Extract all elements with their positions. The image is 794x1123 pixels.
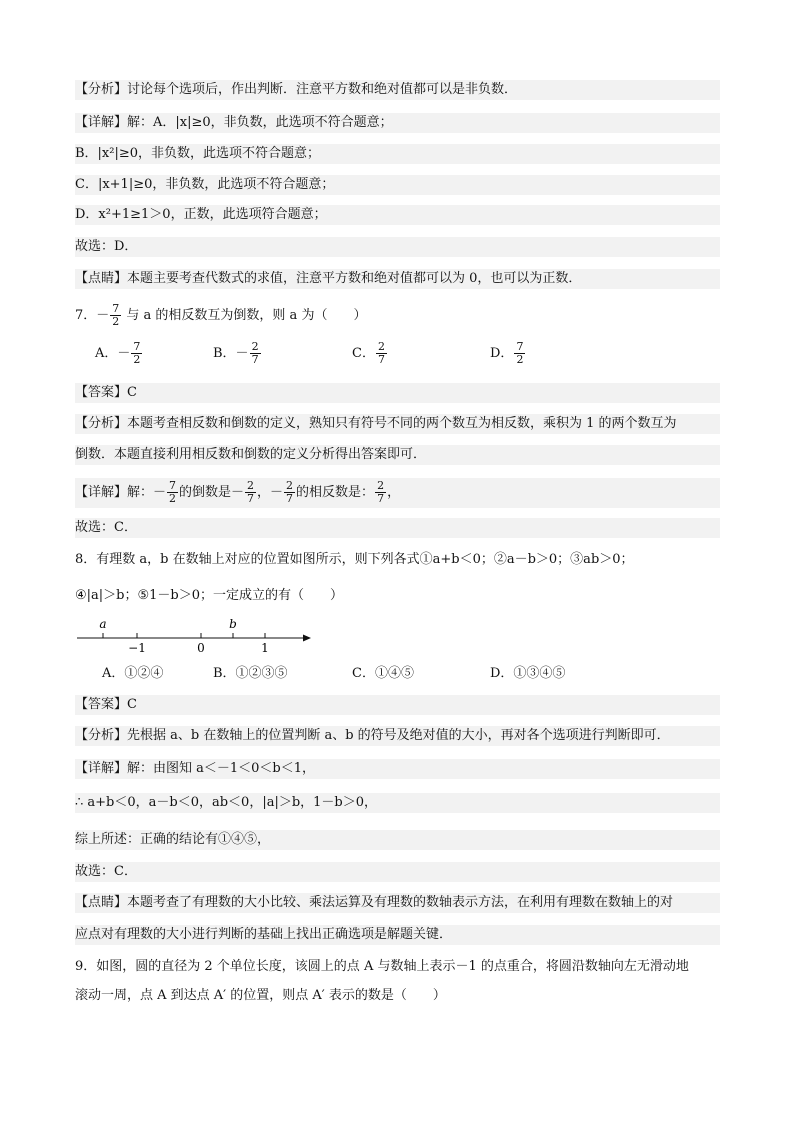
label-a: a xyxy=(99,617,107,631)
q8-choice: 故选：C． xyxy=(75,862,720,882)
q6-comment: 【点睛】本题主要考查代数式的求值，注意平方数和绝对值都可以为 0，也可以为正数． xyxy=(75,269,720,289)
q7-analysis-line2: 倒数．本题直接利用相反数和倒数的定义分析得出答案即可． xyxy=(75,445,720,465)
label-minus-one: −1 xyxy=(128,641,146,654)
q6-detail-c: C．|x+1|≥0，非负数，此选项不符合题意； xyxy=(75,175,720,195)
number-line xyxy=(75,616,315,654)
q9-stem-line2: 滚动一周，点 A 到达点 A′ 的位置，则点 A′ 表示的数是（ ） xyxy=(75,988,446,1003)
q6-detail-a: 【详解】解：A．|x|≥0，非负数，此选项不符合题意； xyxy=(75,113,720,133)
q6-analysis: 【分析】讨论每个选项后，作出判断．注意平方数和绝对值都可以是非负数． xyxy=(75,80,720,100)
q7-option-a: A．－ $\frac{7}{2}$ xyxy=(95,340,141,366)
q8-detail-line2: ∴ a+b＜0，a－b＜0，ab＜0，|a|＞b，1－b＞0， xyxy=(75,793,720,813)
q7-stem: 7．－ $\frac{7}{2}$ 与 a 的相反数互为倒数，则 a 为（ ） xyxy=(75,302,367,328)
q6-detail-d: D．x²+1≥1＞0，正数，此选项符合题意； xyxy=(75,205,720,225)
q8-option-a: A．①②④ xyxy=(102,666,164,681)
label-zero: 0 xyxy=(197,641,205,654)
q7-answer: 【答案】C xyxy=(75,383,720,403)
q8-detail-line1: 【详解】解：由图知 a＜－1＜0＜b＜1， xyxy=(75,759,720,779)
q7-option-b: B．－ $\frac{2}{7}$ xyxy=(213,340,259,366)
label-one: 1 xyxy=(261,641,269,654)
q7-analysis-line1: 【分析】本题考查相反数和倒数的定义，熟知只有符号不同的两个数互为相反数，乘积为 1 的两个数互为 xyxy=(75,414,720,434)
label-b: b xyxy=(229,617,237,631)
q8-option-c: C．①④⑤ xyxy=(352,666,414,681)
q7-option-c: C． $\frac{2}{7}$ xyxy=(352,340,385,366)
q7-detail: 【详解】解：－ $\frac{7}{2}$ 的倒数是－ $\frac{2}{7}$ ，－ $\frac{2}{7}$ 的相反数是： $\frac{2}{7}$ ， xyxy=(75,478,720,508)
q8-analysis: 【分析】先根据 a、b 在数轴上的位置判断 a、b 的符号及绝对值的大小，再对各个选项进行判断即可． xyxy=(75,726,720,746)
q7-choice: 故选：C． xyxy=(75,518,720,538)
q8-option-d: D．①③④⑤ xyxy=(490,666,566,681)
q8-comment-line2: 应点对有理数的大小进行判断的基础上找出正确选项是解题关键． xyxy=(75,925,720,945)
q8-comment-line1: 【点睛】本题考查了有理数的大小比较、乘法运算及有理数的数轴表示方法，在利用有理数在数轴上的对 xyxy=(75,893,720,913)
q8-summary: 综上所述：正确的结论有①④⑤， xyxy=(75,830,720,850)
q6-detail-b: B．|x²|≥0，非负数，此选项不符合题意； xyxy=(75,144,720,164)
q7-stem-fraction: $\frac{7}{2}$ xyxy=(112,302,120,328)
q9-stem-line1: 9．如图，圆的直径为 2 个单位长度，该圆上的点 A 与数轴上表示－1 的点重合，将圆沿数轴向左无滑动地 xyxy=(75,959,689,974)
q6-choice: 故选：D． xyxy=(75,237,720,257)
q8-answer: 【答案】C xyxy=(75,695,720,715)
q8-stem-line1: 8．有理数 a，b 在数轴上对应的位置如图所示，则下列各式①a+b＜0；②a－b＞0；③ab＞0； xyxy=(75,552,634,567)
q8-stem-line2: ④|a|＞b；⑤1－b＞0；一定成立的有（ ） xyxy=(75,588,344,603)
q7-option-d: D． $\frac{7}{2}$ xyxy=(490,340,524,366)
q8-option-b: B．①②③⑤ xyxy=(213,666,288,681)
